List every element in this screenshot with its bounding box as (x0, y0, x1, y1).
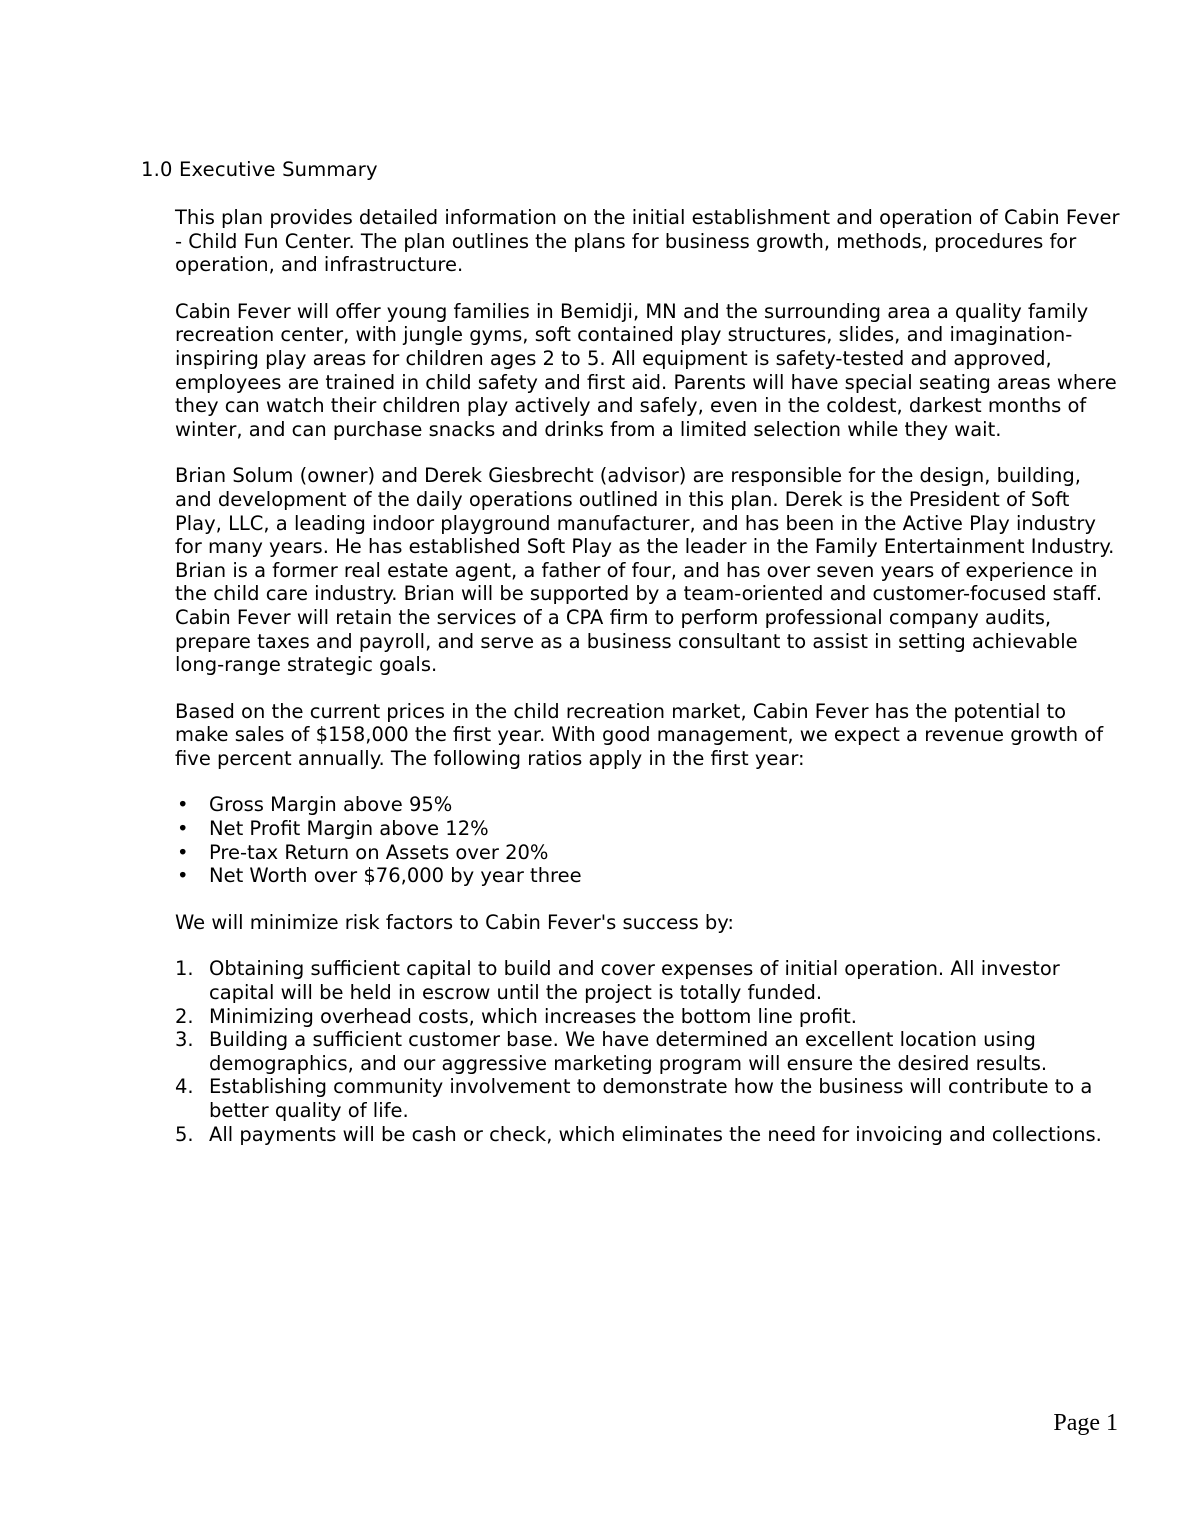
list-item (175, 841, 1121, 865)
paragraph-offering: Cabin Fever will offer young families in Bemidji, MN and the surrounding area a quality family recreation center, with jungle gyms, soft contained play structures, slides, and imagination-inspiring play areas for children ages 2 to 5. All equipment is safety-tested and approved, employees are trained in child safety and first aid. Parents will have special seating areas where they can watch their children play actively and safely, even in the coldest, darkest months of winter, and can purchase snacks and drinks from a limited selection while they wait. (175, 299, 1117, 441)
spacer (175, 677, 1121, 700)
list-item (175, 1075, 1121, 1122)
list-marker: 1. (175, 957, 194, 981)
bullet-icon: • (177, 817, 189, 841)
risk-factors-list (175, 957, 1121, 1146)
paragraph-risk-intro: We will minimize risk factors to Cabin Fever's success by: (175, 910, 734, 934)
list-marker: 4. (175, 1075, 194, 1099)
list-item-label: Establishing community involvement to demonstrate how the business will contribute to a better quality of life. (209, 1075, 1093, 1122)
spacer (175, 441, 1121, 464)
document-content (141, 158, 1121, 1146)
paragraph-financials: Based on the current prices in the child recreation market, Cabin Fever has the potential to make sales of $158,000 the first year. With good management, we expect a revenue growth of five percent annually. The following ratios apply in the first year: (175, 699, 1104, 770)
list-item-label: Obtaining sufficient capital to build and cover expenses of initial operation. All investor capital will be held in escrow until the project is totally funded. (209, 957, 1060, 1005)
ratios-list (175, 793, 1121, 887)
list-marker: 3. (175, 1028, 194, 1052)
document-body (175, 206, 1121, 1146)
list-marker: 5. (175, 1122, 194, 1146)
list-item-label: Pre-tax Return on Assets over 20% (209, 840, 549, 864)
paragraph-intro: This plan provides detailed information on the initial establishment and operation of Cabin Fever - Child Fun Center. The plan outlines the plans for business growth, methods, procedures for operation, and infrastructure. (175, 206, 1120, 277)
list-item-label: Net Profit Margin above 12% (209, 817, 489, 841)
spacer (175, 770, 1121, 793)
list-item (175, 1123, 1121, 1147)
list-marker: 2. (175, 1004, 194, 1028)
list-item-label: All payments will be cash or check, which eliminates the need for invoicing and collections. (209, 1122, 1102, 1146)
list-item (175, 864, 1121, 888)
bullet-icon: • (177, 840, 189, 864)
list-item (175, 793, 1121, 817)
list-item-label: Net Worth over $76,000 by year three (209, 864, 582, 888)
list-item (175, 1028, 1121, 1075)
spacer (175, 934, 1121, 957)
spacer (175, 888, 1121, 911)
spacer (175, 277, 1121, 300)
list-item (175, 817, 1121, 841)
bullet-icon: • (177, 864, 189, 888)
list-item-label: Gross Margin above 95% (209, 793, 453, 817)
bullet-icon: • (177, 793, 189, 817)
page-number-footer: Page 1 (1053, 1410, 1118, 1436)
list-item (175, 957, 1121, 1004)
list-item-label: Minimizing overhead costs, which increases the bottom line profit. (209, 1004, 857, 1028)
paragraph-management: Brian Solum (owner) and Derek Giesbrecht (advisor) are responsible for the design, building, and development of the daily operations outlined in this plan. Derek is the President of Soft Play, LLC, a leading indoor playground manufacturer, and has been in the Active Play industry for many years. He has established Soft Play as the leader in the Family Entertainment Industry. Brian is a former real estate agent, a father of four, and has over seven years of experience in the child care industry. Brian will be supported by a team-oriented and customer-focused staff. Cabin Fever will retain the services of a CPA firm to perform professional company audits, prepare taxes and payroll, and serve as a business consultant to assist in setting achievable long-range strategic goals. (175, 464, 1115, 677)
list-item-label: Building a sufficient customer base. We have determined an excellent location using demographics, and our aggressive marketing program will ensure the desired results. (209, 1028, 1048, 1075)
spacer (141, 182, 1121, 206)
list-item (175, 1005, 1121, 1029)
section-heading: 1.0 Executive Summary (141, 158, 378, 181)
